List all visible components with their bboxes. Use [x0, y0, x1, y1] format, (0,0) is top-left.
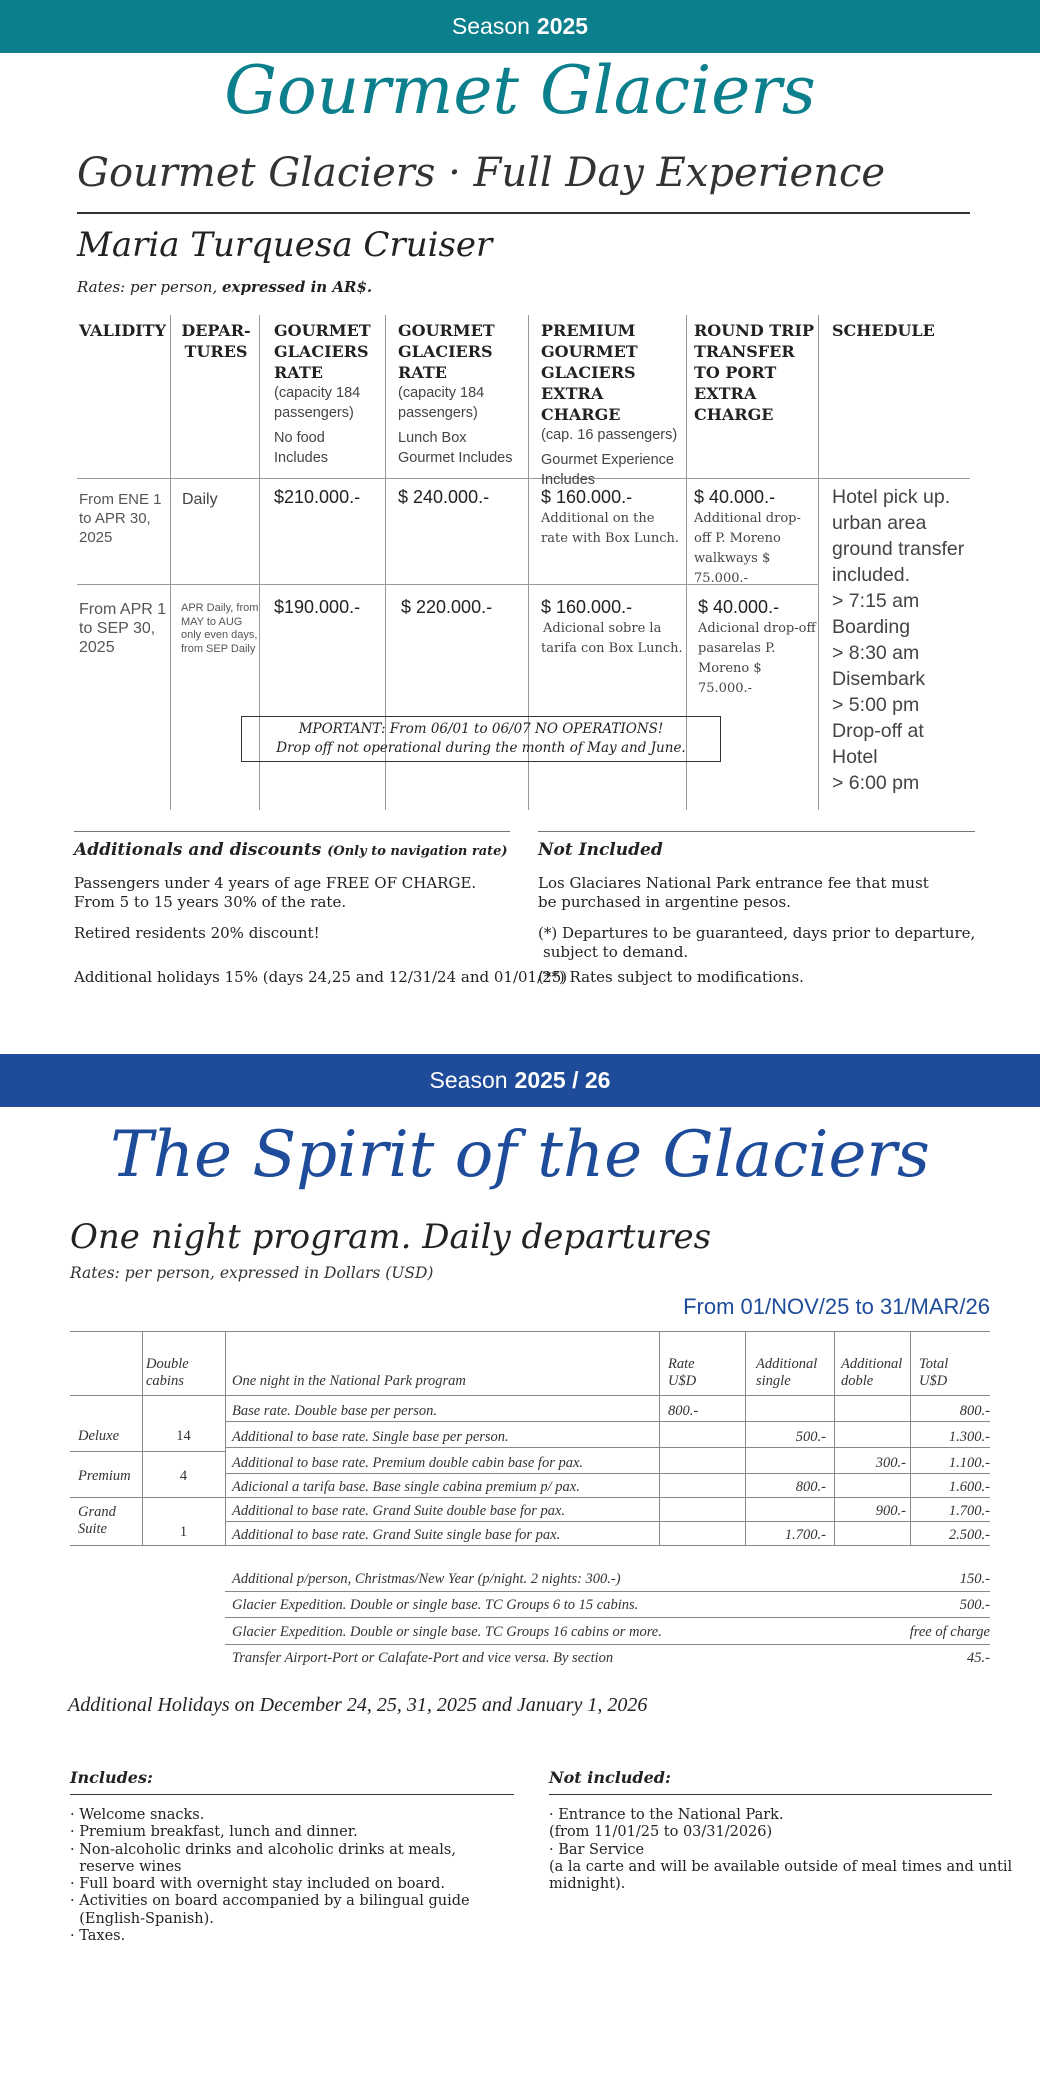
schedule-line: Boarding — [832, 616, 911, 638]
row-total: 1.100.- — [948, 1455, 990, 1471]
season-2025-banner — [0, 0, 1040, 53]
header-ggl-rate — [398, 320, 526, 468]
row1-transfer-note: Additional drop-off P. Moreno walkways $ 75.000.- — [694, 511, 801, 586]
row-total: 1.300.- — [948, 1429, 990, 1445]
row1-premium — [541, 488, 683, 547]
header-additional-single — [756, 1356, 817, 1390]
includes-list — [70, 1807, 470, 1945]
table2-bottom-rule — [70, 1545, 990, 1546]
extra-value: 500.- — [959, 1597, 990, 1613]
group-grand-suite-cabins: 1 — [179, 1524, 188, 1540]
additional-under4: Passengers under 4 years of age FREE OF CHARGE. — [74, 874, 477, 892]
row2-premium-price: $ 160.000.- — [541, 597, 633, 617]
spirit-of-glaciers-title: The Spirit of the Glaciers — [110, 1118, 930, 1192]
header-gg-rate-title: GOURMET GLACIERS RATE — [274, 321, 371, 382]
includes-heading: Includes: — [70, 1768, 153, 1787]
additional-holidays-note: Additional Holidays on December 24, 25, 31, 2025 and January 1, 2026 — [68, 1694, 648, 1716]
header-ggl-rate-title: GOURMET GLACIERS RATE — [398, 321, 495, 382]
row1-premium-note: Additional on the rate with Box Lunch. — [541, 511, 680, 546]
not-included-heading: Not included: — [549, 1768, 671, 1787]
list-item: (from 11/01/25 to 03/31/2026) — [549, 1824, 773, 1841]
table-column-divider — [818, 315, 819, 810]
group-premium: Premium — [78, 1468, 131, 1484]
row1-transfer-price: $ 40.000.- — [694, 487, 776, 507]
table-header-rule — [77, 478, 970, 479]
row2-ggl-price: $ 220.000.- — [401, 597, 493, 617]
row-desc: Base rate. Double base per person. — [232, 1403, 437, 1419]
includes-rule — [70, 1794, 514, 1795]
list-item: · Premium breakfast, lunch and dinner. — [70, 1824, 358, 1841]
schedule-line: > 8:30 am — [832, 642, 920, 664]
row1-premium-price: $ 160.000.- — [541, 487, 633, 507]
header-ggl-rate-capacity: (capacity 184 passengers) — [398, 385, 485, 421]
additionals-rule — [74, 831, 510, 832]
schedule-line: Hotel pick up. — [832, 486, 951, 508]
additional-retired: Retired residents 20% discount! — [74, 924, 320, 942]
header-premium-title: PREMIUM GOURMET GLACIERS EXTRA CHARGE — [541, 321, 638, 424]
header-transfer: ROUND TRIP TRANSFER TO PORT EXTRA CHARGE — [694, 321, 814, 424]
full-day-subtitle: Gourmet Glaciers · Full Day Experience — [77, 150, 886, 196]
table2-column-divider — [745, 1331, 746, 1545]
header-program: One night in the National Park program — [232, 1373, 466, 1389]
row-desc: Adicional a tarifa base. Base single cabina premium p/ pax. — [232, 1479, 580, 1495]
row1-validity: From ENE 1 to APR 30, 2025 — [79, 491, 162, 546]
list-item: · Bar Service — [549, 1841, 645, 1858]
not-included-line2: be purchased in argentine pesos. — [538, 893, 791, 911]
row1-ggl-price: $ 240.000.- — [398, 487, 490, 507]
list-item: · Taxes. — [70, 1928, 126, 1945]
additional-holidays: Additional holidays 15% (days 24,25 and 12/31/24 and 01/01/25) — [74, 968, 568, 986]
extra-rule — [225, 1591, 990, 1592]
row2-departures: APR Daily, from MAY to AUG only even days, from SEP Daily — [181, 602, 259, 655]
list-item: · Welcome snacks. — [70, 1807, 205, 1823]
row-doble: 300.- — [875, 1455, 906, 1471]
extra-description: Additional p/person, Christmas/New Year (p/night. 2 nights: 300.-) — [232, 1571, 621, 1587]
row-rate: 800.- — [668, 1403, 699, 1419]
header-add-single-line2: single — [756, 1373, 791, 1389]
program-heading: One night program. Daily departures — [70, 1217, 712, 1257]
extra-description: Glacier Expedition. Double or single base. TC Groups 16 cabins or more. — [232, 1624, 662, 1640]
row1-departures: Daily — [182, 491, 218, 508]
row-total: 1.700.- — [948, 1503, 990, 1519]
rates-note — [77, 278, 372, 296]
header-premium — [541, 320, 683, 490]
rates-prefix: Rates: per person, — [77, 278, 222, 296]
table-column-divider — [170, 315, 171, 810]
extra-item — [232, 1597, 990, 1614]
row-doble: 900.- — [875, 1503, 906, 1519]
important-notice — [241, 716, 721, 762]
header-ggl-rate-food: Lunch Box Gourmet Includes — [398, 430, 513, 466]
list-item: (English-Spanish). — [70, 1910, 214, 1927]
row-desc: Additional to base rate. Premium double cabin base for pax. — [232, 1455, 584, 1471]
extra-value: 150.- — [959, 1571, 990, 1587]
schedule-line: ground transfer — [832, 538, 965, 560]
row-total: 800.- — [959, 1403, 990, 1419]
extra-value: free of charge — [909, 1624, 990, 1640]
table2-row-rule — [225, 1521, 990, 1522]
table2-column-divider — [910, 1331, 911, 1545]
group-grand-suite: Grand Suite — [78, 1504, 116, 1537]
not-included-list — [549, 1807, 1012, 1893]
header-double-cabins-line1: Double — [146, 1356, 189, 1372]
extra-value: 45.- — [967, 1650, 990, 1666]
row-single: 1.700.- — [784, 1527, 826, 1543]
row-total: 1.600.- — [948, 1479, 990, 1495]
rates-currency: expressed in AR$. — [222, 278, 373, 296]
row-desc: Additional to base rate. Single base per person. — [232, 1429, 509, 1445]
header-rate — [668, 1356, 696, 1390]
schedule-list — [832, 484, 982, 796]
extra-rule — [225, 1617, 990, 1618]
extra-item — [232, 1624, 990, 1641]
header-schedule: SCHEDULE — [832, 321, 935, 340]
not-included-rule — [549, 1794, 992, 1795]
additionals-title: Additionals and discounts — [74, 840, 322, 860]
header-additional-doble — [841, 1356, 902, 1390]
header-add-doble-line2: doble — [841, 1373, 874, 1389]
table2-top-rule — [70, 1331, 990, 1332]
header-rate-line2: U$D — [668, 1373, 697, 1389]
extra-rule — [225, 1644, 990, 1645]
list-item: (a la carte and will be available outside of meal times and until — [549, 1858, 1013, 1875]
not-included-rule — [538, 831, 975, 832]
row2-transfer — [698, 598, 818, 697]
group-premium-cabins: 4 — [179, 1468, 188, 1484]
table2-column-divider — [225, 1331, 226, 1545]
list-item: · Non-alcoholic drinks and alcoholic drinks at meals, — [70, 1841, 456, 1858]
row-desc: Additional to base rate. Grand Suite single base for pax. — [232, 1527, 561, 1543]
row-single: 800.- — [795, 1479, 826, 1495]
header-premium-food: Gourmet Experience Includes — [541, 452, 674, 488]
header-gg-rate-capacity: (capacity 184 passengers) — [274, 385, 361, 421]
season-year: 2025 / 26 — [514, 1067, 611, 1093]
season-label: Season — [429, 1067, 508, 1093]
table2-row-rule — [225, 1447, 990, 1448]
table2-group-rule — [70, 1497, 225, 1498]
schedule-line: Disembark — [832, 668, 926, 690]
not-included-line3: (*) Departures to be guaranteed, days prior to departure, — [538, 924, 976, 942]
row-total: 2.500.- — [948, 1527, 990, 1543]
divider — [77, 212, 970, 214]
additionals-note: (Only to navigation rate) — [327, 844, 508, 859]
additionals-heading — [74, 840, 508, 860]
table2-row-rule — [225, 1421, 990, 1422]
table2-group-rule — [70, 1451, 225, 1452]
schedule-line: urban area — [832, 512, 927, 534]
row2-transfer-note: Adicional drop-off pasarelas P. Moreno $ 75.000.- — [698, 621, 816, 696]
row2-premium — [541, 598, 683, 657]
row2-gg-price: $190.000.- — [274, 597, 361, 617]
table2-row-rule — [225, 1497, 990, 1498]
header-departures — [176, 320, 256, 362]
season-2025-26-banner — [0, 1054, 1040, 1107]
not-included-heading: Not Included — [538, 840, 663, 860]
list-item: reserve wines — [70, 1858, 182, 1875]
extra-item — [232, 1650, 990, 1667]
row2-transfer-price: $ 40.000.- — [698, 597, 780, 617]
extra-description: Glacier Expedition. Double or single base. TC Groups 6 to 15 cabins. — [232, 1597, 639, 1613]
header-departures-line1: DEPAR- — [181, 321, 251, 340]
header-total — [919, 1356, 948, 1390]
table2-row-rule — [225, 1473, 990, 1474]
table2-column-divider — [659, 1331, 660, 1545]
row-desc: Additional to base rate. Grand Suite double base for pax. — [232, 1503, 566, 1519]
header-departures-line2: TURES — [184, 342, 248, 361]
not-included-line1: Los Glaciares National Park entrance fee that must — [538, 874, 929, 892]
list-item: · Entrance to the National Park. — [549, 1807, 784, 1823]
gourmet-glaciers-title: Gourmet Glaciers — [224, 52, 816, 129]
header-gg-rate — [274, 320, 382, 468]
vessel-name: Maria Turquesa Cruiser — [77, 225, 493, 265]
row1-transfer — [694, 488, 816, 587]
table2-column-divider — [834, 1331, 835, 1545]
additional-5to15: From 5 to 15 years 30% of the rate. — [74, 893, 347, 911]
header-add-single-line1: Additional — [756, 1356, 818, 1372]
schedule-line: > 5:00 pm — [832, 694, 920, 716]
header-gg-rate-food: No food Includes — [274, 430, 329, 466]
extra-description: Transfer Airport-Port or Calafate-Port and vice versa. By section — [232, 1650, 614, 1666]
extra-item — [232, 1571, 990, 1588]
row2-validity: From APR 1 to SEP 30, 2025 — [79, 601, 167, 656]
row1-gg-price: $210.000.- — [274, 487, 361, 507]
important-line2: Drop off not operational during the month of May and June. — [276, 740, 686, 756]
schedule-line: > 7:15 am — [832, 590, 920, 612]
header-double-cabins — [146, 1356, 189, 1390]
row2-premium-note: Adicional sobre la tarifa con Box Lunch. — [541, 621, 683, 656]
season-year: 2025 — [536, 13, 589, 39]
schedule-line: included. — [832, 564, 911, 586]
schedule-line: Hotel — [832, 746, 878, 768]
not-included-line5: (**) Rates subject to modifications. — [538, 968, 804, 986]
list-item: · Full board with overnight stay included on board. — [70, 1876, 445, 1893]
header-add-doble-line1: Additional — [841, 1356, 903, 1372]
rates-note: Rates: per person, expressed in Dollars (USD) — [70, 1264, 434, 1282]
not-included-line4: subject to demand. — [543, 943, 689, 961]
group-deluxe: Deluxe — [78, 1428, 120, 1444]
group-deluxe-cabins: 14 — [176, 1428, 191, 1444]
schedule-line: Drop-off at — [832, 720, 924, 742]
list-item: midnight). — [549, 1876, 626, 1893]
header-double-cabins-line2: cabins — [146, 1373, 184, 1389]
header-rate-line1: Rate — [668, 1356, 695, 1372]
header-validity: VALIDITY — [79, 321, 167, 340]
table2-header-rule — [70, 1395, 990, 1396]
list-item: · Activities on board accompanied by a bilingual guide — [70, 1893, 470, 1910]
header-premium-capacity: (cap. 16 passengers) — [541, 427, 678, 443]
header-total-line1: Total — [919, 1356, 949, 1372]
schedule-line: > 6:00 pm — [832, 772, 920, 794]
header-total-line2: U$D — [919, 1373, 948, 1389]
important-line1: MPORTANT: From 06/01 to 06/07 NO OPERATIONS! — [298, 721, 664, 737]
season-label: Season — [451, 13, 530, 39]
row-single: 500.- — [795, 1429, 826, 1445]
period-range: From 01/NOV/25 to 31/MAR/26 — [683, 1294, 990, 1319]
